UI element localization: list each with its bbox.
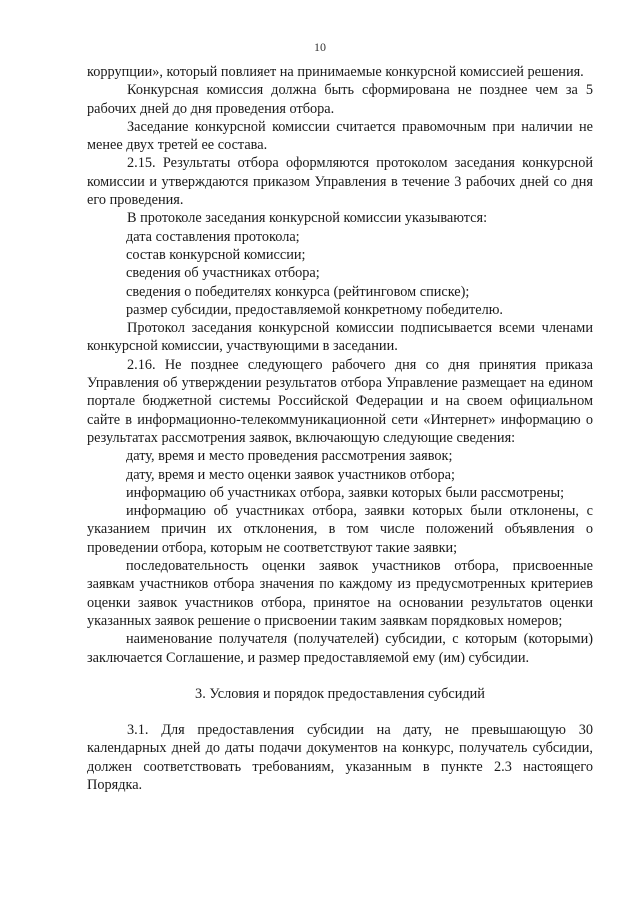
paragraph-2-15: 2.15. Результаты отбора оформляются протоколом заседания конкурсной комиссии и утверждаются приказом Управления в течение 3 рабочих дней со дня его проведения. bbox=[87, 155, 593, 209]
list-item: дату, время и место оценки заявок участников отбора; bbox=[126, 466, 455, 483]
paragraph-protocol-contents: В протоколе заседания конкурсной комиссии указываются: bbox=[127, 210, 488, 227]
list-item: сведения о победителях конкурса (рейтинговом списке); bbox=[126, 283, 470, 300]
list-item: информацию об участниках отбора, заявки которых были рассмотрены; bbox=[126, 484, 565, 501]
paragraph-commission-formation: Конкурсная комиссия должна быть сформирована не позднее чем за 5 рабочих дней до дня проведения отбора. bbox=[87, 82, 593, 117]
paragraph-protocol-signing: Протокол заседания конкурсной комиссии подписывается всеми членами конкурсной комиссии, участвующими в заседании. bbox=[87, 320, 593, 355]
list-item: наименование получателя (получателей) субсидии, с которым (которыми) заключается Соглашение, и размер предоставляемой ему (им) субсидии. bbox=[87, 631, 593, 666]
list-item: последовательность оценки заявок участников отбора, присвоенные заявкам участников отбора значения по каждому из предусмотренных критериев оценки заявок участников отбора, принятое на основании результатов оценки указанных заявок решение о присвоении таким заявкам порядковых номеров; bbox=[87, 558, 593, 629]
page-number: 10 bbox=[314, 40, 326, 54]
list-item: состав конкурсной комиссии; bbox=[126, 246, 306, 263]
paragraph-corruption-clause: коррупции», который повлияет на принимаемые конкурсной комиссией решения. bbox=[87, 64, 584, 80]
list-item: сведения об участниках отбора; bbox=[126, 265, 320, 282]
paragraph-2-16: 2.16. Не позднее следующего рабочего дня со дня принятия приказа Управления об утверждении результатов отбора Управление размещает на едином портале бюджетной системы Российской Федерации и на своем официальном сайте в информационно-телекоммуникационной сети «Интернет» информацию о результатах рассмотрения заявок, включающую следующие сведения: bbox=[87, 356, 593, 446]
list-item: дату, время и место проведения рассмотрения заявок; bbox=[126, 448, 453, 465]
paragraph-commission-quorum: Заседание конкурсной комиссии считается правомочным при наличии не менее двух третей ее состава. bbox=[87, 118, 593, 154]
document-body bbox=[87, 63, 593, 794]
list-item: информацию об участниках отбора, заявки которых были отклонены, с указанием причин их отклонения, в том числе положений объявления о проведении отбора, которым не соответствуют такие заявки; bbox=[87, 503, 593, 556]
section-heading: 3. Условия и порядок предоставления субсидий bbox=[195, 685, 485, 702]
list-item: размер субсидии, предоставляемой конкретному победителю. bbox=[126, 301, 504, 318]
paragraph-3-1: 3.1. Для предоставления субсидии на дату, не превышающую 30 календарных дней до даты подачи документов на конкурс, получатель субсидии, должен соответствовать требованиям, указанным в пункте 2.3 настоящего Порядка. bbox=[87, 722, 593, 793]
list-item: дата составления протокола; bbox=[126, 228, 300, 245]
